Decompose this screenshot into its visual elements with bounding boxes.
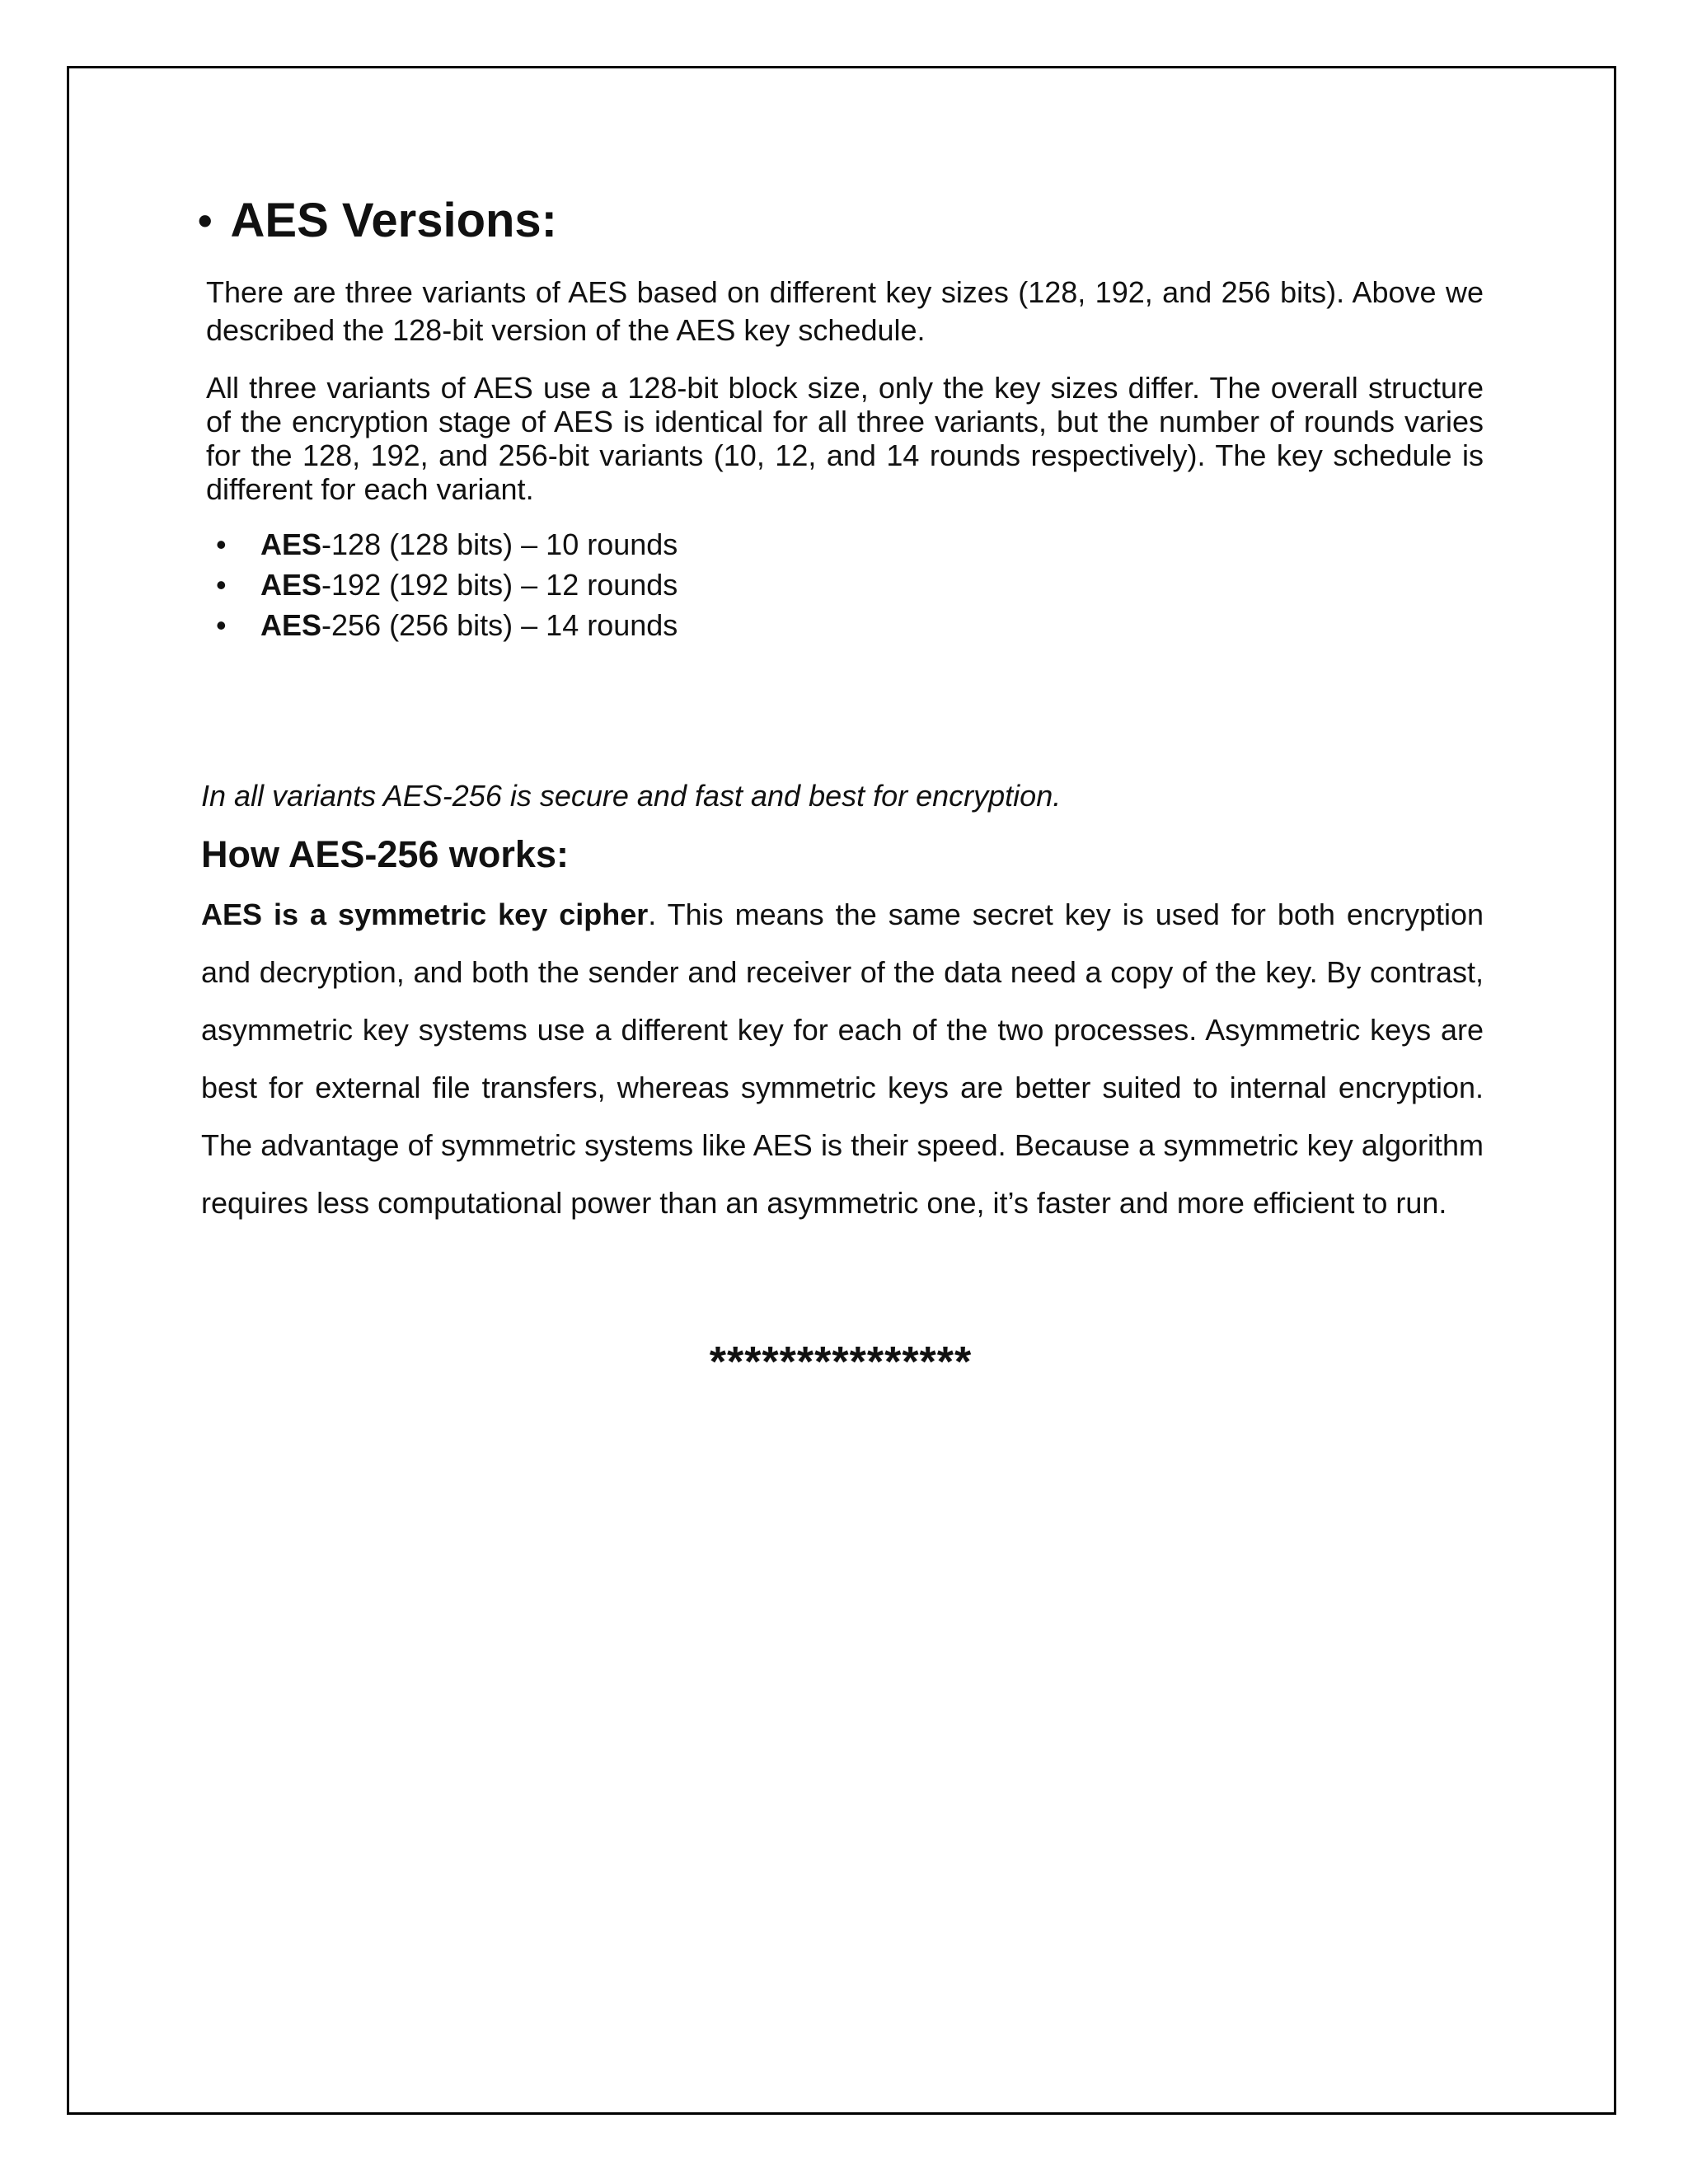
list-bullet: • [216, 527, 227, 561]
variant-name: AES [260, 607, 322, 642]
variant-detail: -128 (128 bits) – 10 rounds [321, 527, 678, 561]
how-body-text: . This means the same secret key is used for both encryption and decryption, and both the sender and receiver of the data need a copy of the key. By contrast, asymmetric key systems use a different key for each of the two processes. Asymmetric keys are best for external file transfers, whereas symmetric keys are better suited to internal encryption. The advantage of symmetric systems like AES is their speed. Because a symmetric key algorithm requires less computational power than an asymmetric one, it’s faster and more efficient to run. [201, 897, 1484, 1220]
heading-title: AES Versions: [230, 194, 557, 247]
document-content [198, 194, 1484, 1387]
heading-bullet: • [198, 197, 213, 244]
variant-list [206, 524, 1484, 645]
variant-detail: -192 (192 bits) – 12 rounds [321, 567, 678, 602]
variant-name: AES [260, 527, 322, 561]
section-heading [198, 194, 1484, 249]
list-bullet: • [216, 567, 227, 602]
list-item [206, 565, 1484, 605]
variant-detail: -256 (256 bits) – 14 rounds [321, 607, 678, 642]
structure-paragraph: All three variants of AES use a 128-bit block size, only the key sizes differ. The overall structure of the encryption stage of AES is identical for all three variants, but the number of rounds varies for the 128, 192, and 256-bit variants (10, 12, and 14 rounds respectively). The key schedule is different for each variant. [206, 370, 1484, 506]
list-item [206, 605, 1484, 645]
list-item [206, 524, 1484, 565]
how-body [201, 886, 1484, 1232]
separator-stars: *************** [709, 1338, 973, 1386]
variant-name: AES [260, 567, 322, 602]
how-body-bold-lead: AES is a symmetric key cipher [201, 897, 649, 931]
how-heading: How AES-256 works: [201, 832, 569, 875]
list-bullet: • [216, 607, 227, 642]
intro-paragraph: There are three variants of AES based on different key sizes (128, 192, and 256 bits). Above we described the 128-bit version of the AES key schedule. [206, 274, 1484, 347]
italic-note: In all variants AES-256 is secure and fast and best for encryption. [201, 778, 1062, 813]
